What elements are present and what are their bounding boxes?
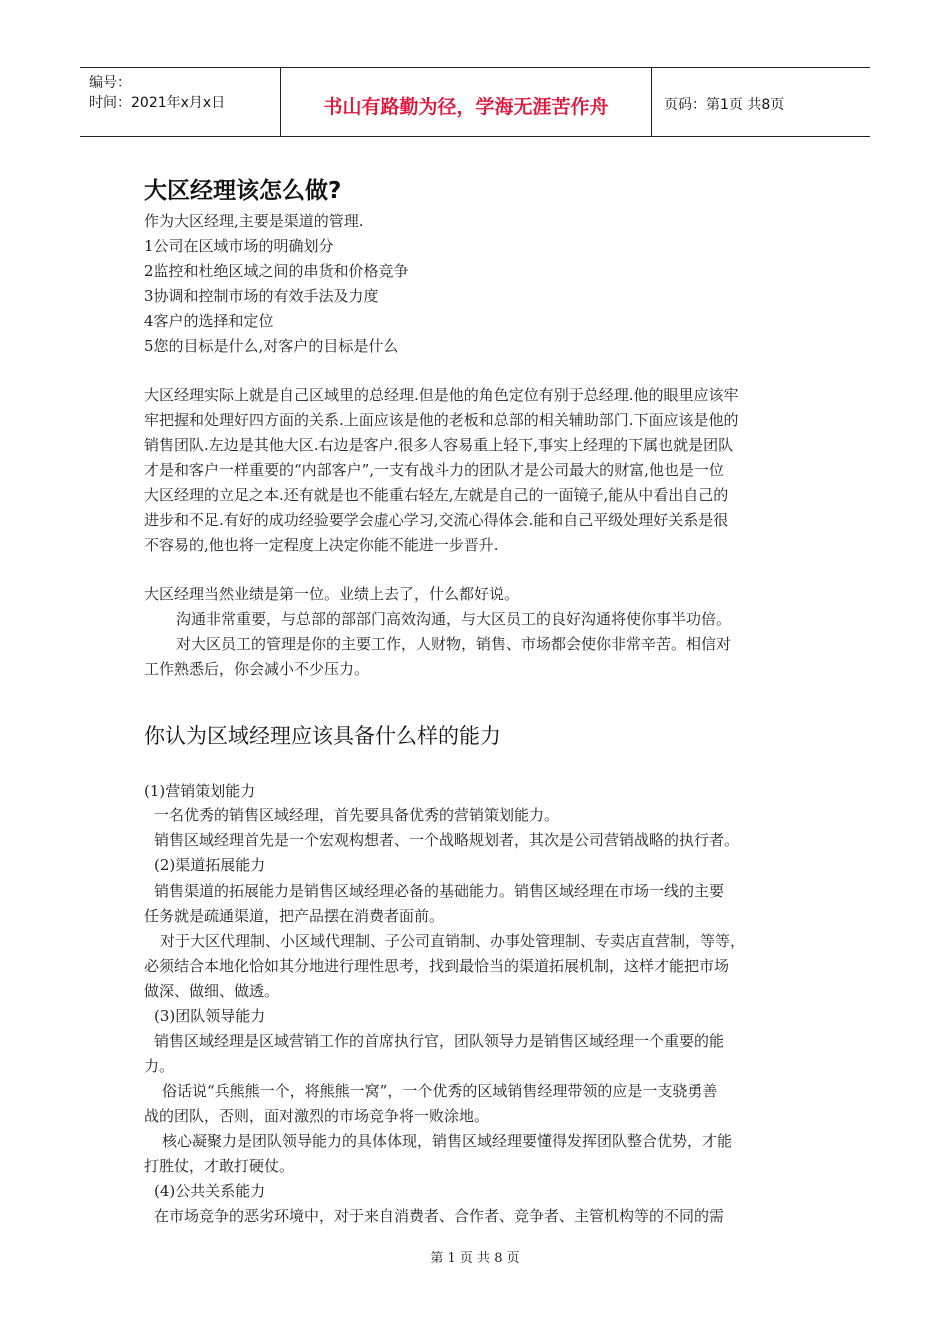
header-table xyxy=(80,67,870,137)
text-line: 大区经理当然业绩是第一位。业绩上去了，什么都好说。 xyxy=(144,585,520,603)
text-line: 核心凝聚力是团队领导能力的具体体现，销售区域经理要懂得发挥团队整合优势，才能 xyxy=(162,1132,733,1150)
section-title-1: 大区经理该怎么做? xyxy=(144,178,342,204)
header-motto-cell xyxy=(281,68,652,136)
time-label: 时间：2021年x月x日 xyxy=(89,95,226,111)
text-line: 任务就是疏通渠道，把产品摆在消费者面前。 xyxy=(144,907,445,925)
text-line: 大区经理的立足之本.还有就是也不能重右轻左,左就是自己的一面镜子,能从中看出自己的 xyxy=(144,486,729,504)
text-line: 销售区域经理首先是一个宏观构想者、一个战略规划者，其次是公司营销战略的执行者。 xyxy=(154,831,740,849)
text-line: 进步和不足.有好的成功经验要学会虚心学习,交流心得体会.能和自己平级处理好关系是很 xyxy=(144,511,729,529)
text-line: (3)团队领导能力 xyxy=(154,1007,266,1025)
text-line: 对大区员工的管理是你的主要工作，人财物，销售、市场都会使你非常辛苦。相信对 xyxy=(176,635,732,653)
text-line: 牢把握和处理好四方面的关系.上面应该是他的老板和总部的相关辅助部门.下面应该是他的 xyxy=(144,411,739,429)
text-line: 2监控和杜绝区域之间的串货和价格竞争 xyxy=(144,262,409,280)
text-line: 工作熟悉后，你会减小不少压力。 xyxy=(144,660,370,678)
text-line: 销售渠道的拓展能力是销售区域经理必备的基础能力。销售区域经理在市场一线的主要 xyxy=(154,882,725,900)
page-label: 页码：第1页 共8页 xyxy=(664,97,785,113)
header-meta-cell xyxy=(80,68,281,136)
text-line: (2)渠道拓展能力 xyxy=(154,856,266,874)
text-line: 才是和客户一样重要的“内部客户”,一支有战斗力的团队才是公司最大的财富,他也是一位 xyxy=(144,461,724,479)
text-line: 作为大区经理,主要是渠道的管理. xyxy=(144,212,364,230)
text-line: 战的团队，否则，面对激烈的市场竞争将一败涂地。 xyxy=(144,1107,490,1125)
text-line: 沟通非常重要，与总部的部部门高效沟通，与大区员工的良好沟通将使你事半功倍。 xyxy=(176,610,732,628)
text-line: 销售区域经理是区域营销工作的首席执行官，团队领导力是销售区域经理一个重要的能 xyxy=(154,1032,725,1050)
text-line: 3协调和控制市场的有效手法及力度 xyxy=(144,287,379,305)
number-label: 编号： xyxy=(89,75,131,91)
text-line: 1公司在区域市场的明确划分 xyxy=(144,237,334,255)
text-line: (1)营销策划能力 xyxy=(144,782,256,800)
text-line: (4)公共关系能力 xyxy=(154,1182,266,1200)
text-line: 力。 xyxy=(144,1057,175,1075)
text-line: 5您的目标是什么,对客户的目标是什么 xyxy=(144,337,399,355)
text-line: 不容易的,他也将一定程度上决定你能不能进一步晋升. xyxy=(144,536,499,554)
header-page-cell xyxy=(652,68,870,136)
text-line: 一名优秀的销售区域经理，首先要具备优秀的营销策划能力。 xyxy=(154,806,560,824)
section-title-2: 你认为区域经理应该具备什么样的能力 xyxy=(144,724,501,748)
motto: 书山有路勤为径，学海无涯苦作舟 xyxy=(323,96,609,118)
text-line: 打胜仗，才敢打硬仗。 xyxy=(144,1157,295,1175)
text-line: 对于大区代理制、小区域代理制、子公司直销制、办事处管理制、专卖店直营制，等等， xyxy=(160,932,746,950)
text-line: 4客户的选择和定位 xyxy=(144,312,274,330)
text-line: 做深、做细、做透。 xyxy=(144,982,280,1000)
text-line: 必须结合本地化恰如其分地进行理性思考，找到最恰当的渠道拓展机制，这样才能把市场 xyxy=(144,957,730,975)
text-line: 大区经理实际上就是自己区域里的总经理.但是他的角色定位有别于总经理.他的眼里应该牢 xyxy=(144,386,739,404)
text-line: 销售团队.左边是其他大区.右边是客户.很多人容易重上轻下,事实上经理的下属也就是团队 xyxy=(144,436,734,454)
page-footer: 第 1 页 共 8 页 xyxy=(430,1251,520,1266)
text-line: 俗话说“兵熊熊一个，将熊熊一窝”，一个优秀的区域销售经理带领的应是一支骁勇善 xyxy=(162,1082,718,1100)
text-line: 在市场竞争的恶劣环境中，对于来自消费者、合作者、竞争者、主管机构等的不同的需 xyxy=(154,1207,725,1225)
